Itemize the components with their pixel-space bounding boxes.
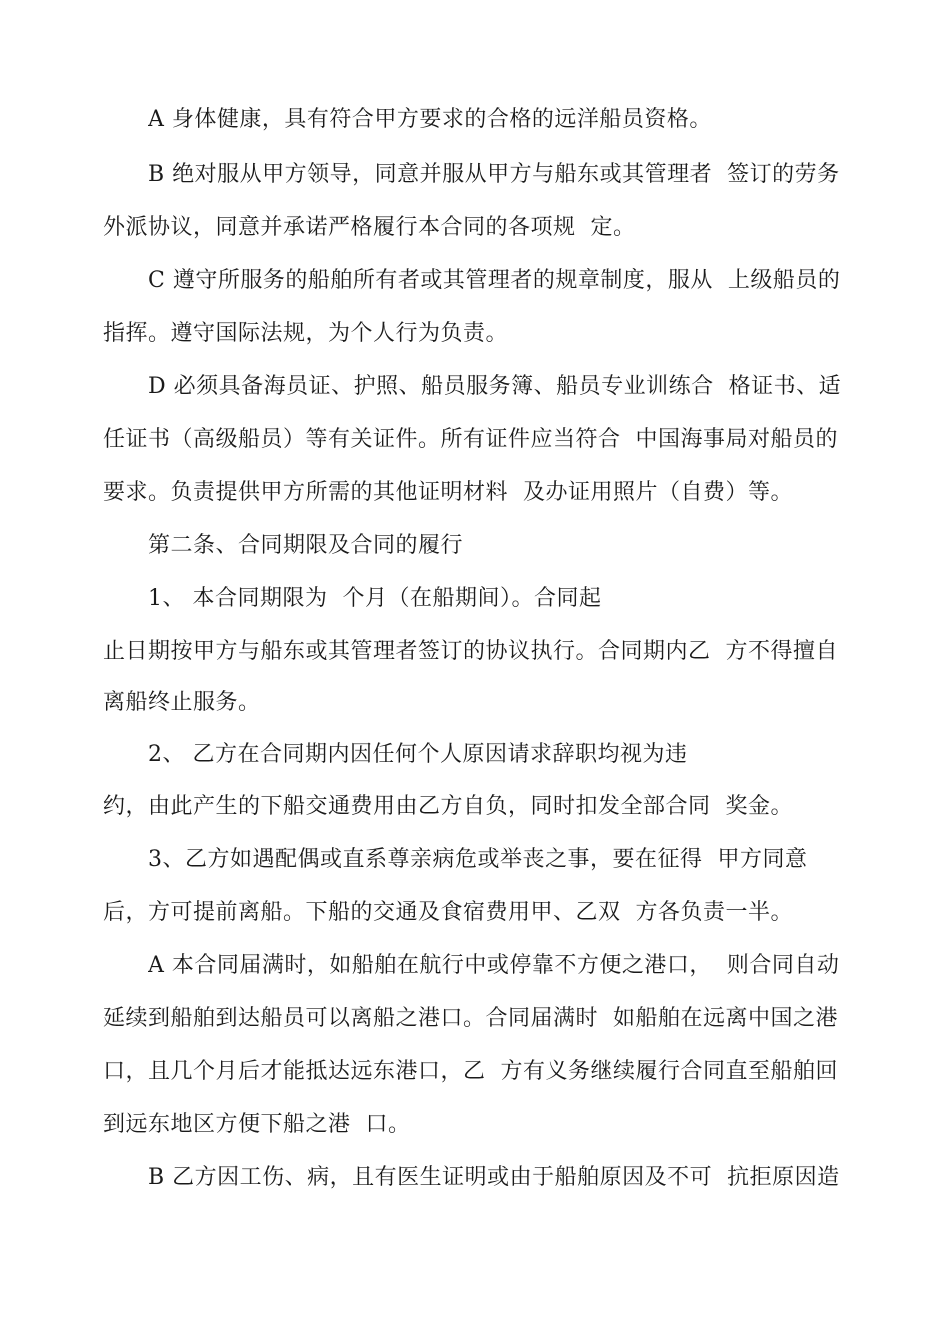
text-line: 口，且几个月后才能抵达远东港口，乙 方有义务继续履行合同直至船舶回 xyxy=(103,1059,838,1084)
text-line: 外派协议，同意并承诺严格履行本合同的各项规 定。 xyxy=(103,215,636,240)
text-line: 1、 本合同期限为 个月（在船期间）。合同起 xyxy=(148,586,602,611)
text-line: 到远东地区方便下船之港 口。 xyxy=(103,1112,411,1137)
text-line: B 乙方因工伤、病，且有医生证明或由于船舶原因及不可 抗拒原因造 xyxy=(148,1165,840,1190)
text-line: A 本合同届满时，如船舶在航行中或停靠不方便之港口， 则合同自动 xyxy=(148,953,840,978)
text-line: 止日期按甲方与船东或其管理者签订的协议执行。合同期内乙 方不得擅自 xyxy=(103,639,838,664)
text-line: A 身体健康，具有符合甲方要求的合格的远洋船员资格。 xyxy=(148,107,712,132)
text-line: 任证书（高级船员）等有关证件。所有证件应当符合 中国海事局对船员的 xyxy=(103,427,838,452)
text-line: C 遵守所服务的船舶所有者或其管理者的规章制度，服从 上级船员的 xyxy=(148,268,841,293)
text-line: D 必须具备海员证、护照、船员服务簿、船员专业训练合 格证书、适 xyxy=(148,374,842,399)
text-line: 约，由此产生的下船交通费用由乙方自负，同时扣发全部合同 奖金。 xyxy=(103,794,793,819)
text-line: 3、乙方如遇配偶或直系尊亲病危或举丧之事，要在征得 甲方同意 xyxy=(148,847,808,872)
text-line: 离船终止服务。 xyxy=(103,690,261,715)
text-line: B 绝对服从甲方领导，同意并服从甲方与船东或其管理者 签订的劳务 xyxy=(148,162,840,187)
text-line: 要求。负责提供甲方所需的其他证明材料 及办证用照片（自费）等。 xyxy=(103,480,793,505)
text-line: 指挥。遵守国际法规，为个人行为负责。 xyxy=(103,321,509,346)
text-line: 2、 乙方在合同期内因任何个人原因请求辞职均视为违 xyxy=(148,742,688,767)
text-line: 延续到船舶到达船员可以离船之港口。合同届满时 如船舶在远离中国之港 xyxy=(103,1006,838,1031)
section-heading: 第二条、合同期限及合同的履行 xyxy=(148,533,464,558)
text-line: 后，方可提前离船。下船的交通及食宿费用甲、乙双 方各负责一半。 xyxy=(103,900,793,925)
